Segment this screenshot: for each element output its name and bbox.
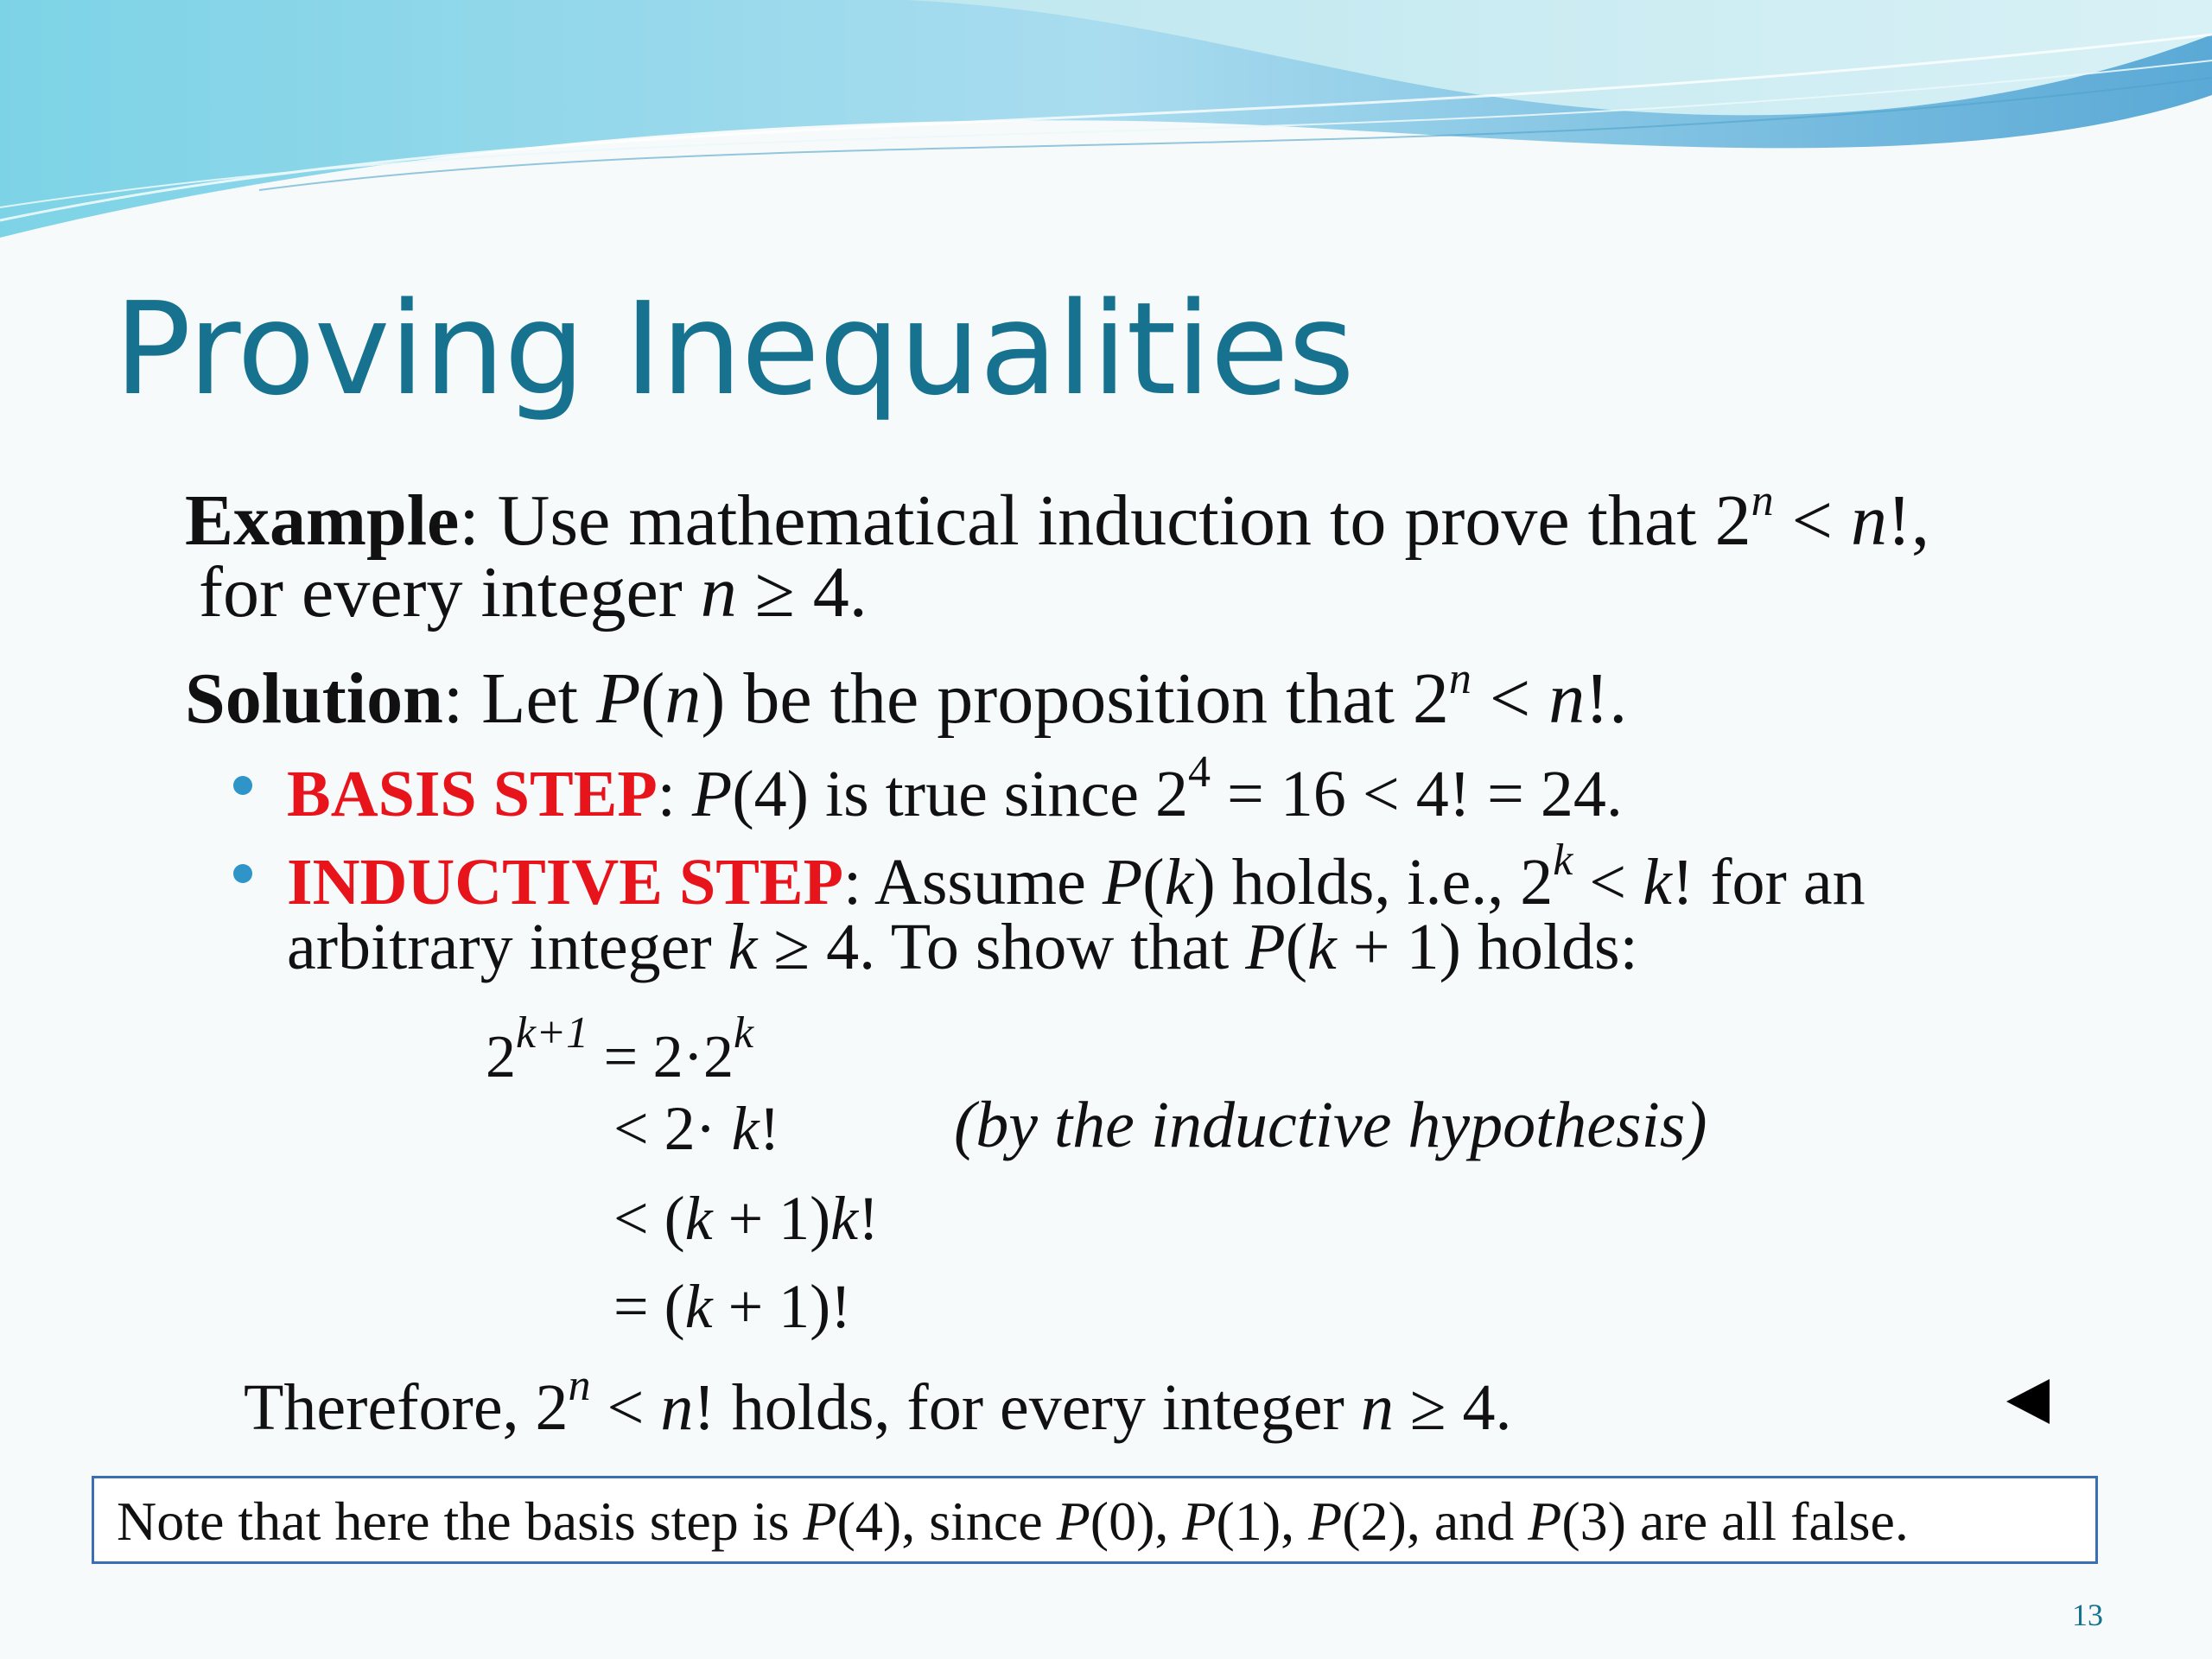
- conclusion-var2: n: [1360, 1371, 1394, 1444]
- header-wave-decoration: [0, 0, 2212, 276]
- basis-text: is true since 2: [808, 758, 1188, 830]
- note-a3: (1),: [1216, 1491, 1309, 1552]
- conclusion-lt: <: [590, 1371, 661, 1444]
- deriv1-base: 2: [486, 1024, 516, 1090]
- note-p5: P: [1528, 1491, 1562, 1552]
- note-text: [117, 1491, 1909, 1552]
- deriv3-c: !: [858, 1184, 880, 1253]
- example-exponent: n: [1751, 476, 1774, 525]
- conclusion-line: [244, 1361, 1512, 1444]
- inductive-var: k: [1164, 846, 1194, 918]
- example-text: : Use mathematical induction to prove that 2: [459, 480, 1751, 561]
- example-line2-text: for every integer: [199, 552, 701, 632]
- note-a5: (3) are all false.: [1561, 1491, 1909, 1552]
- note-a1: (4), since: [836, 1491, 1057, 1552]
- deriv3-var: k: [684, 1184, 713, 1253]
- solution-var2: n: [1548, 658, 1586, 739]
- solution-lt: <: [1471, 658, 1549, 739]
- inductive-step-line-1: [287, 836, 1866, 918]
- basis-step-line: [287, 747, 1623, 830]
- basis-step-label: BASIS STEP: [287, 758, 658, 830]
- note-p3: P: [1182, 1491, 1217, 1552]
- solution-paren-close: ): [701, 658, 726, 739]
- qed-triangle-icon: [2006, 1379, 2050, 1424]
- deriv4-b: + 1)!: [712, 1272, 852, 1341]
- example-line2-var: n: [700, 552, 737, 632]
- derivation-line-4: [613, 1272, 852, 1341]
- deriv2-var: k: [731, 1094, 760, 1163]
- derivation-line-1: [486, 1008, 754, 1090]
- conclusion-mid: ! holds, for every integer: [693, 1371, 1361, 1444]
- note-before: Note that here the basis step is: [117, 1491, 804, 1552]
- solution-var: n: [664, 658, 702, 739]
- example-lt: <: [1773, 480, 1851, 561]
- deriv2-rest: < 2·: [613, 1094, 732, 1163]
- inductive-line2-close: + 1) holds:: [1336, 911, 1638, 983]
- inductive-line2-mid: ≥ 4. To show that: [757, 911, 1246, 983]
- deriv1-exponent2: k: [733, 1008, 754, 1058]
- deriv3-var2: k: [830, 1184, 859, 1253]
- solution-p: P: [596, 658, 641, 739]
- inductive-line2-var2: k: [1307, 911, 1337, 983]
- page-title: Proving Inequalities: [114, 275, 1354, 423]
- bullet-inductive: [233, 864, 252, 883]
- inductive-open: (: [1142, 846, 1165, 918]
- conclusion-exponent: n: [568, 1361, 591, 1410]
- note-p4: P: [1308, 1491, 1343, 1552]
- example-label: Example: [185, 480, 460, 561]
- example-end: !,: [1886, 480, 1929, 561]
- derivation-line-3: [613, 1184, 880, 1253]
- inductive-var2: k: [1643, 846, 1672, 918]
- basis-arg: (4): [732, 758, 809, 830]
- inductive-text: : Assume: [843, 846, 1103, 918]
- inductive-step-line-2: [287, 911, 1638, 983]
- inductive-line2-open: (: [1285, 911, 1307, 983]
- deriv1-rest: = 2·2: [588, 1024, 734, 1090]
- conclusion-var: n: [660, 1371, 694, 1444]
- deriv3-b: + 1): [712, 1184, 831, 1253]
- solution-paren-open: (: [640, 658, 665, 739]
- inductive-line2-var: k: [728, 911, 758, 983]
- solution-label: Solution: [185, 658, 443, 739]
- conclusion-end: ≥ 4.: [1393, 1371, 1512, 1444]
- inductive-lt: <: [1573, 846, 1643, 918]
- solution-end: !.: [1585, 658, 1628, 739]
- note-p1: P: [803, 1491, 837, 1552]
- solution-line: [185, 654, 1628, 739]
- example-line2-end: ≥ 4.: [736, 552, 868, 632]
- basis-colon: :: [657, 758, 692, 830]
- inductive-line2-p: P: [1245, 911, 1286, 983]
- deriv1-exponent: k+1: [516, 1008, 589, 1058]
- inductive-mid: holds, i.e., 2: [1215, 846, 1554, 918]
- basis-exponent: 4: [1187, 747, 1211, 797]
- deriv4-var: k: [684, 1272, 713, 1341]
- inductive-line2-text: arbitrary integer: [287, 911, 728, 983]
- inductive-close: ): [1193, 846, 1216, 918]
- bullet-basis: [233, 776, 252, 795]
- example-line-2: [199, 552, 868, 632]
- deriv4-a: = (: [613, 1272, 685, 1341]
- basis-end: = 16 < 4! = 24.: [1210, 758, 1623, 830]
- inductive-step-label: INDUCTIVE STEP: [287, 846, 844, 918]
- note-p2: P: [1056, 1491, 1090, 1552]
- page-number: 13: [2072, 1598, 2103, 1632]
- solution-mid: be the proposition that 2: [725, 658, 1449, 739]
- derivation-reason: (by the inductive hypothesis): [954, 1089, 1707, 1161]
- inductive-exponent: k: [1553, 836, 1573, 885]
- note-a2: (0),: [1090, 1491, 1183, 1552]
- inductive-p: P: [1102, 846, 1143, 918]
- conclusion-text: Therefore, 2: [244, 1371, 569, 1444]
- basis-p: P: [691, 758, 733, 830]
- deriv2-end: !: [759, 1094, 780, 1163]
- note-a4: (2), and: [1342, 1491, 1529, 1552]
- solution-text: : Let: [442, 658, 597, 739]
- solution-exponent: n: [1448, 654, 1471, 703]
- example-var: n: [1850, 480, 1887, 561]
- inductive-end: ! for an: [1671, 846, 1866, 918]
- example-line-1: [185, 476, 1929, 561]
- derivation-line-2: [613, 1094, 780, 1163]
- note-box: [92, 1476, 2098, 1564]
- deriv3-a: < (: [613, 1184, 685, 1253]
